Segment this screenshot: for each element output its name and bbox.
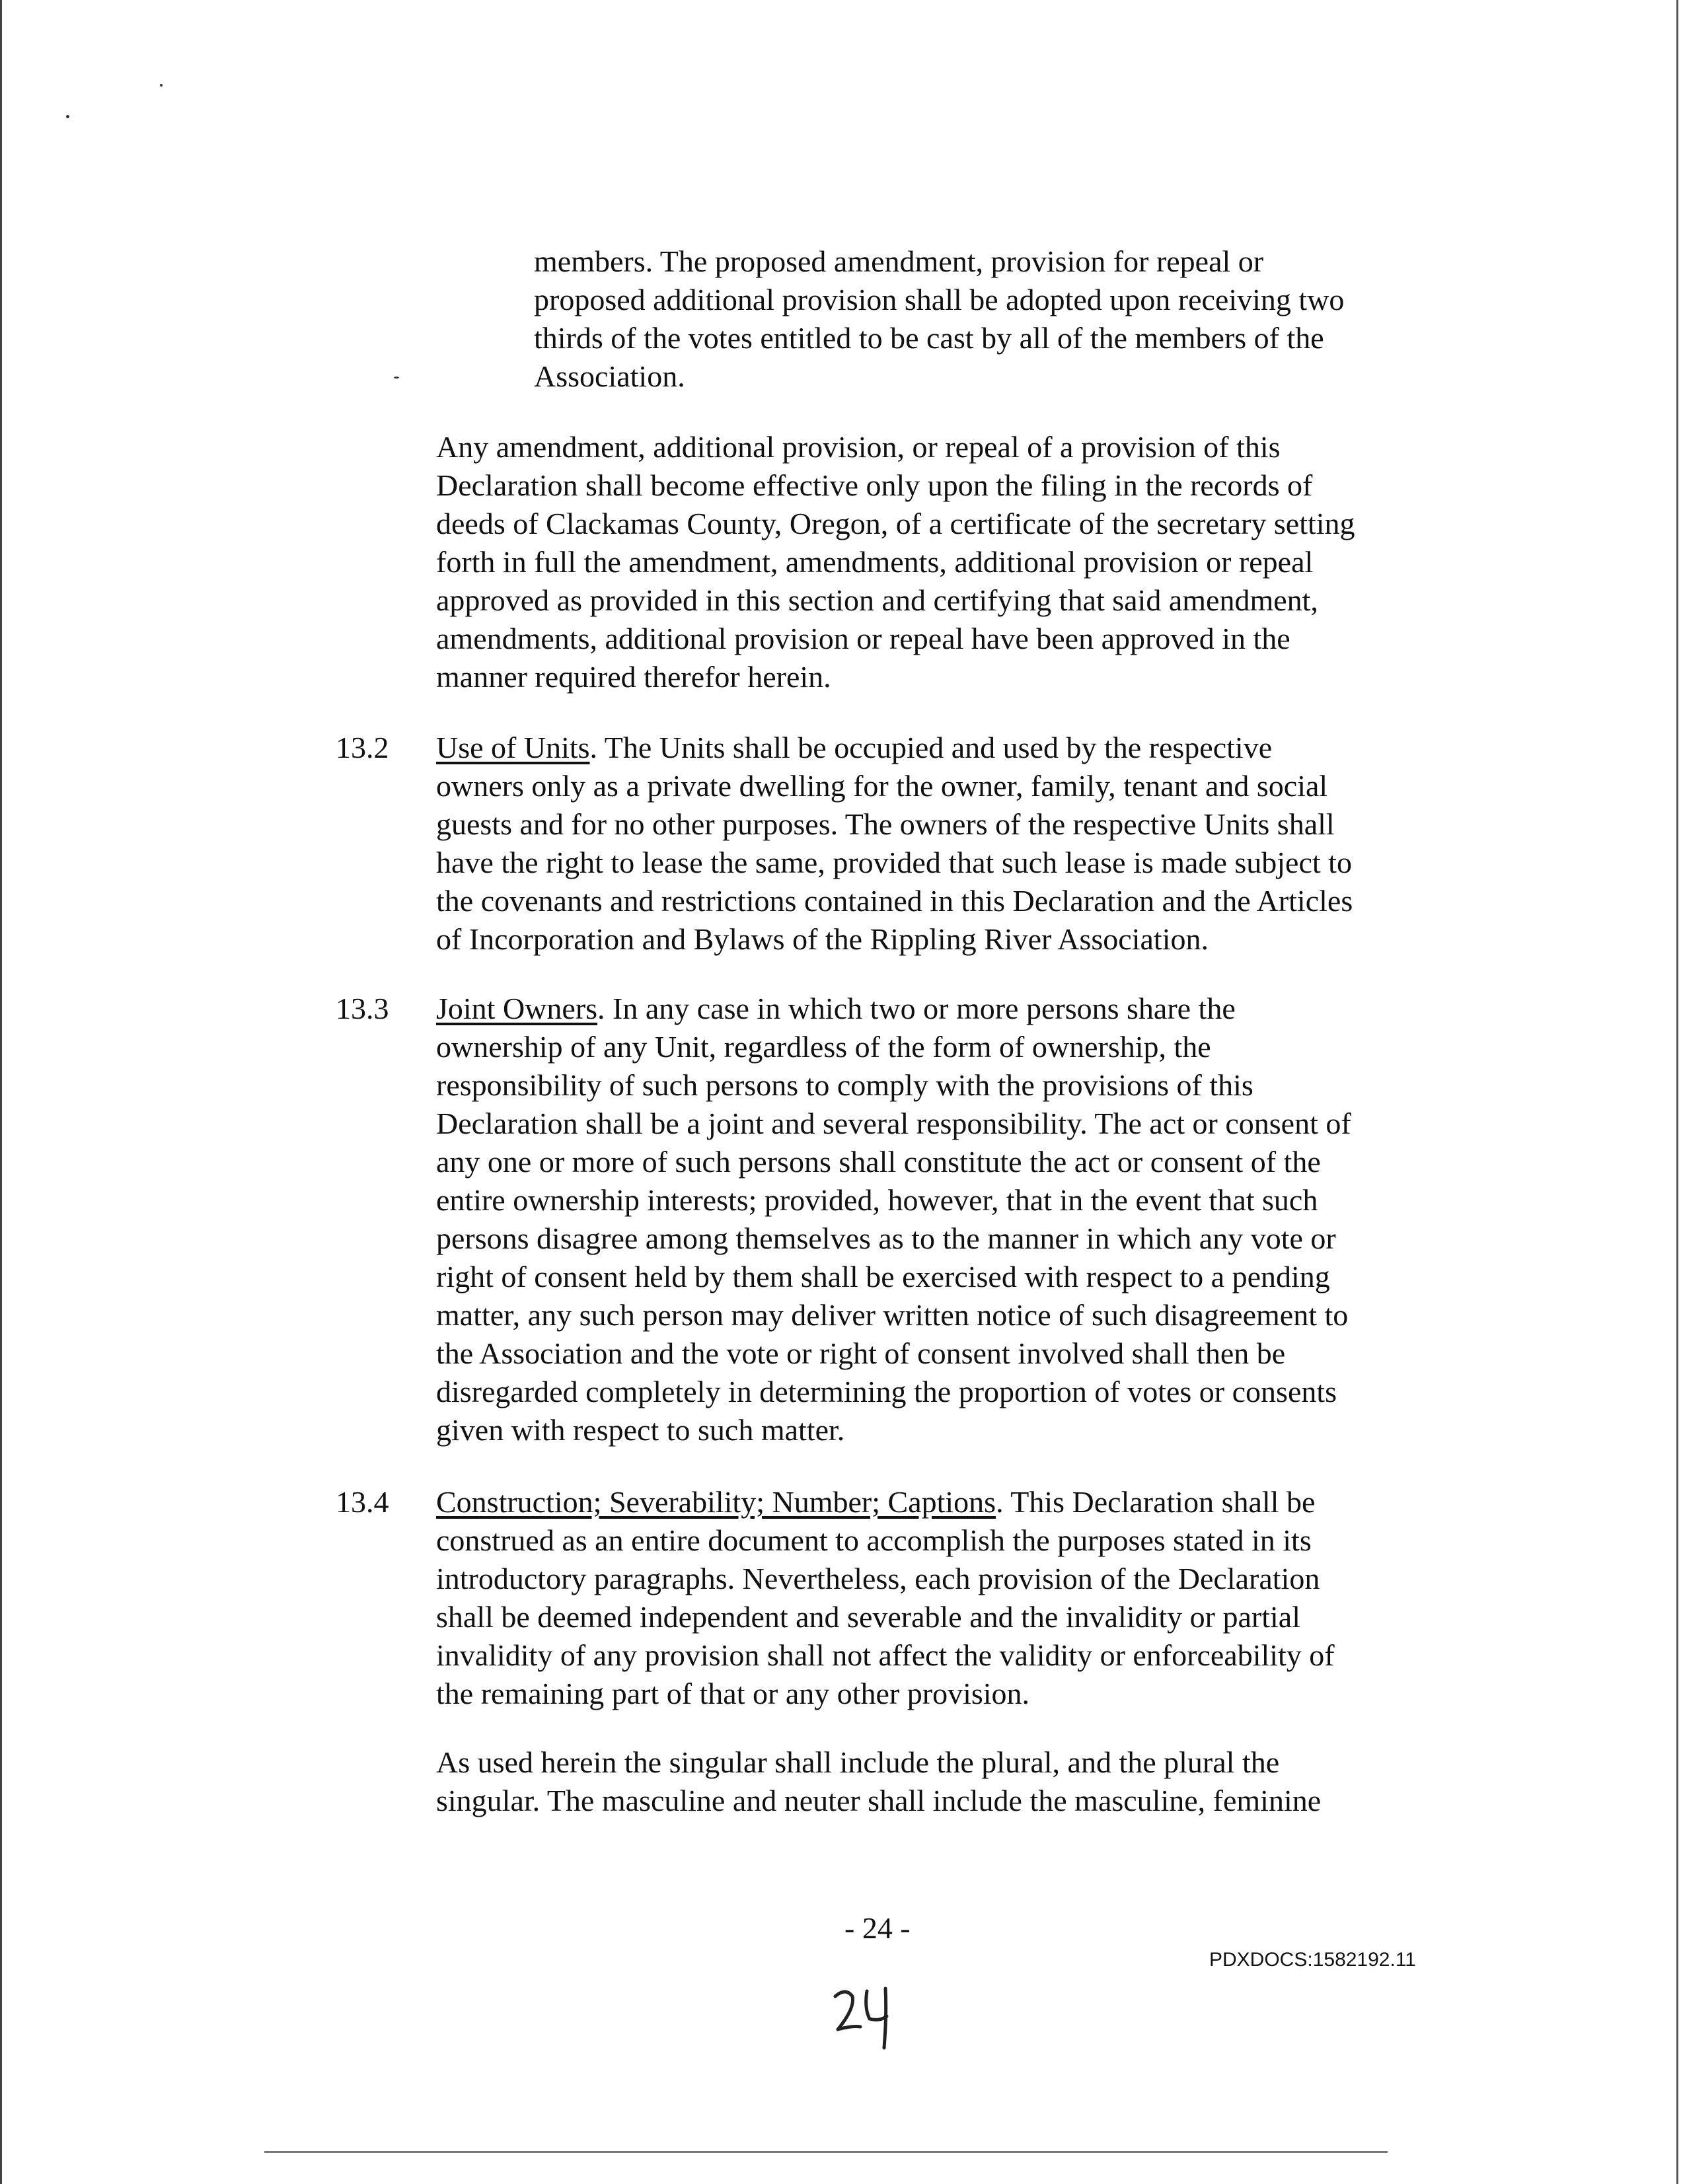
text-line: shall be deemed independent and severable and the invalidity or partial: [436, 1600, 1300, 1634]
scan-speck: [160, 84, 163, 87]
text-line: invalidity of any provision shall not affect the validity or enforceability of: [436, 1638, 1335, 1672]
document-id: PDXDOCS:1582192.11: [1209, 1949, 1416, 1971]
section-first-line: [436, 990, 1351, 1028]
text-line: Declaration shall be a joint and several responsibility. The act or consent of: [436, 1107, 1351, 1140]
section-first-line: [436, 1483, 1335, 1521]
text-fragment: . In any case in which two or more persons share the: [597, 992, 1236, 1025]
text-line: owners only as a private dwelling for the owner, family, tenant and social: [436, 769, 1328, 803]
handwritten-initials: [826, 1982, 905, 2055]
text-line: Any amendment, additional provision, or repeal of a provision of this: [436, 430, 1281, 464]
section-heading: Use of Units: [436, 731, 590, 764]
text-line: introductory paragraphs. Nevertheless, each provision of the Declaration: [436, 1562, 1320, 1595]
text-line: singular. The masculine and neuter shall include the masculine, feminine: [436, 1784, 1322, 1817]
scan-speck: [394, 377, 399, 379]
text-line: members. The proposed amendment, provision for repeal or: [534, 244, 1264, 278]
text-line: responsibility of such persons to comply with the provisions of this: [436, 1068, 1253, 1102]
text-line: any one or more of such persons shall constitute the act or consent of the: [436, 1145, 1321, 1179]
continuation-paragraph: [534, 242, 1344, 396]
text-line: matter, any such person may deliver written notice of such disagreement to: [436, 1298, 1349, 1332]
text-line: right of consent held by them shall be exercised with respect to a pending: [436, 1260, 1330, 1293]
number-gender-paragraph: [436, 1743, 1321, 1820]
scan-edge-left: [0, 0, 2, 2184]
text-line: have the right to lease the same, provided that such lease is made subject to: [436, 846, 1352, 879]
text-fragment: . This Declaration shall be: [996, 1485, 1316, 1519]
text-line: construed as an entire document to accomplish the purposes stated in its: [436, 1523, 1312, 1557]
text-line: manner required therefor herein.: [436, 660, 831, 694]
text-line: As used herein the singular shall include the plural, and the plural the: [436, 1745, 1280, 1779]
text-line: thirds of the votes entitled to be cast by all of the members of the: [534, 321, 1324, 355]
text-line: amendments, additional provision or repeal have been approved in the: [436, 622, 1290, 655]
text-line: forth in full the amendment, amendments, additional provision or repeal: [436, 545, 1314, 579]
section-number: 13.3: [336, 992, 389, 1025]
text-line: deeds of Clackamas County, Oregon, of a certificate of the secretary setting: [436, 507, 1355, 540]
section-number: 13.2: [336, 731, 389, 764]
text-line: disregarded completely in determining the proportion of votes or consents: [436, 1375, 1337, 1408]
section-13-2-paragraph: [436, 729, 1353, 959]
text-line: entire ownership interests; provided, however, that in the event that such: [436, 1183, 1318, 1217]
text-line: of Incorporation and Bylaws of the Rippling River Association.: [436, 922, 1209, 956]
text-line: approved as provided in this section and certifying that said amendment,: [436, 583, 1318, 617]
text-fragment: . The Units shall be occupied and used by the respective: [589, 731, 1273, 764]
section-heading: Joint Owners: [436, 992, 598, 1025]
text-line: ownership of any Unit, regardless of the form of ownership, the: [436, 1030, 1211, 1064]
text-line: the remaining part of that or any other provision.: [436, 1677, 1030, 1710]
text-line: the covenants and restrictions contained in this Declaration and the Articles: [436, 884, 1353, 918]
scan-edge-right: [1676, 0, 1678, 2184]
section-number: 13.4: [336, 1485, 389, 1519]
text-line: persons disagree among themselves as to the manner in which any vote or: [436, 1221, 1336, 1255]
amendment-effective-paragraph: [436, 428, 1355, 696]
text-line: proposed additional provision shall be adopted upon receiving two: [534, 283, 1345, 316]
scan-bottom-rule: [264, 2151, 1388, 2153]
scan-speck: [66, 115, 69, 118]
text-line: Declaration shall become effective only upon the filing in the records of: [436, 468, 1313, 502]
section-first-line: [436, 729, 1353, 767]
page-number: - 24 -: [844, 1911, 911, 1945]
section-heading: Construction; Severability; Number; Captions: [436, 1485, 996, 1519]
text-line: guests and for no other purposes. The owners of the respective Units shall: [436, 807, 1335, 841]
section-13-4-paragraph: [436, 1483, 1335, 1713]
text-line: the Association and the vote or right of consent involved shall then be: [436, 1336, 1286, 1370]
text-line: given with respect to such matter.: [436, 1413, 845, 1447]
section-13-3-paragraph: [436, 990, 1351, 1449]
text-line: Association.: [534, 359, 685, 393]
